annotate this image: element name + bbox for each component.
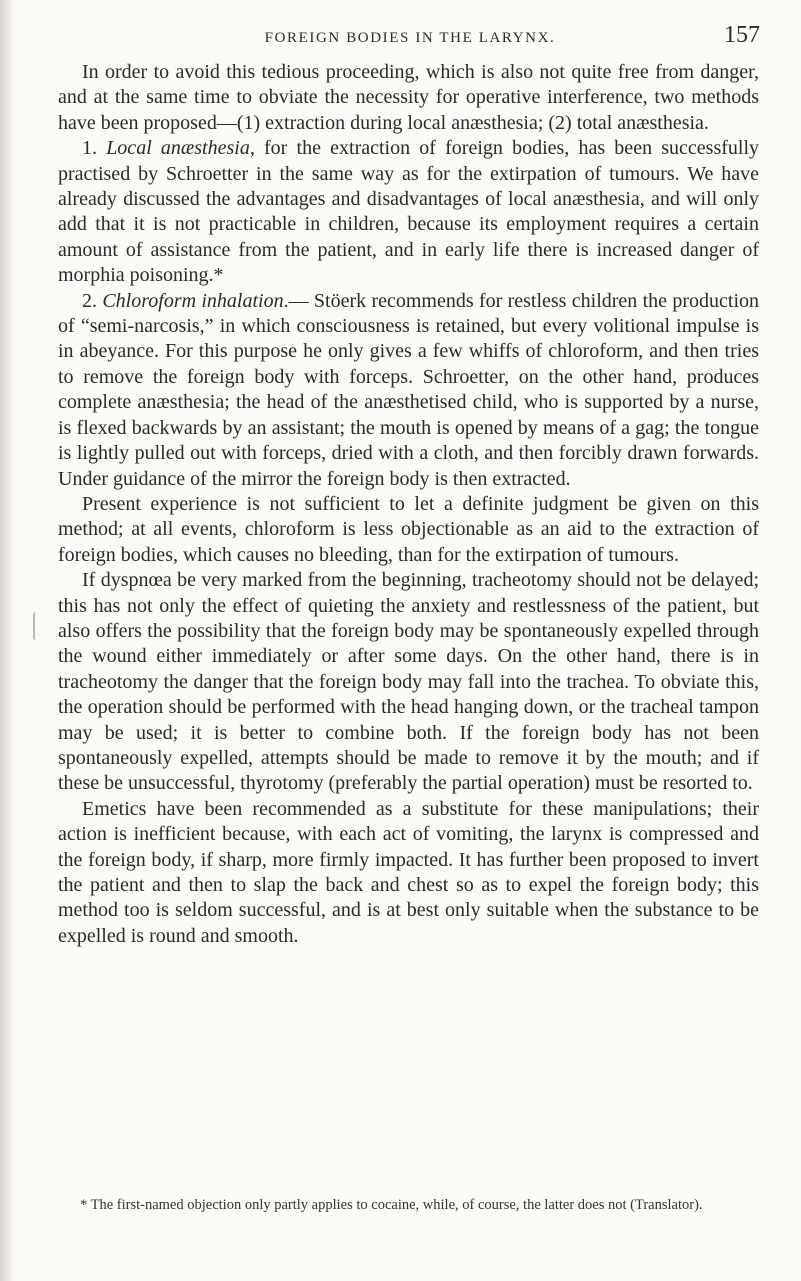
body-text <box>58 60 759 949</box>
paragraph <box>58 568 759 797</box>
paragraph <box>58 797 759 949</box>
footnote: * The first-named objection only partly applies to cocaine, while, of course, the latter does not (Translator). <box>80 1197 703 1213</box>
paragraph-text: 1. <box>82 137 107 160</box>
paragraph-text: , for the extraction of foreign bodies, has been successfully practised by Schroetter in the same way as for the extirpation of tumours. We have already discussed the advantages and disadvantages of local anæsthesia, and will only add that it is not practicable in children, because its employment requires a certain amount of assistance from the patient, and in early life there is increased danger of morphia poisoning.* <box>58 137 760 287</box>
paragraph-text: .— Stöerk recommends for restless children the production of “semi-narcosis,” in which consciousness is retained, but every volitional impulse is in abeyance. For this purpose he only gives a few whiffs of chloroform, and then tries to remove the foreign body with forceps. Schroetter, on the other hand, produces complete anæsthesia; the head of the anæsthetised child, who is supported by a nurse, is flexed backwards by an assistant; the mouth is opened by means of a gag; the tongue is lightly pulled out with forceps, dried with a cloth, and then forcibly drawn forwards. Under guidance of the mirror the foreign body is then extracted. <box>58 289 760 490</box>
page-gutter-shadow <box>0 0 14 1281</box>
paragraph <box>58 492 759 568</box>
paragraph <box>58 60 759 136</box>
page-number: 157 <box>724 22 760 48</box>
running-title: FOREIGN BODIES IN THE LARYNX. <box>264 30 556 46</box>
paragraph-heading: Chloroform inhalation <box>102 289 284 312</box>
paragraph-heading: Local anæsthesia <box>106 137 250 160</box>
margin-pencil-mark <box>33 612 41 640</box>
paragraph-text: If dyspnœa be very marked from the beginning, tracheotomy should not be delayed; this has not only the effect of quieting the anxiety and restlessness of the patient, but also offers the possibility that the foreign body may be spontaneously expelled through the wound either immediately or after some days. On the other hand, there is in tracheotomy the danger that the foreign body may fall into the trachea. To obviate this, the operation should be performed with the head hanging down, or the tracheal tampon may be used; it is better to combine both. If the foreign body has not been spontaneously expelled, attempts should be made to remove it by the mouth; and if these be unsuccessful, thyrotomy (preferably the partial operation) must be resorted to. <box>58 569 759 795</box>
paragraph <box>58 289 759 492</box>
paragraph <box>58 136 759 288</box>
paragraph-text: Present experience is not sufficient to let a definite judgment be given on this method; at all events, chloroform is less objectionable as an aid to the extraction of foreign bodies, which causes no bleeding, than for the extirpation of tumours. <box>58 492 759 566</box>
running-header <box>60 22 760 52</box>
paragraph-text: 2. <box>82 289 103 312</box>
paragraph-text: In order to avoid this tedious proceeding, which is also not quite free from danger, and at the same time to obviate the necessity for operative interference, two methods have been proposed—(1) extraction during local anæsthesia; (2) total anæsthesia. <box>58 61 759 134</box>
paragraph-text: Emetics have been recommended as a substitute for these manipulations; their action is inefficient because, with each act of vomiting, the larynx is compressed and the foreign body, if sharp, more firmly impacted. It has further been proposed to invert the patient and then to slap the back and chest so as to expel the foreign body; this method too is seldom successful, and is at best only suitable when the substance to be expelled is round and smooth. <box>58 797 759 947</box>
